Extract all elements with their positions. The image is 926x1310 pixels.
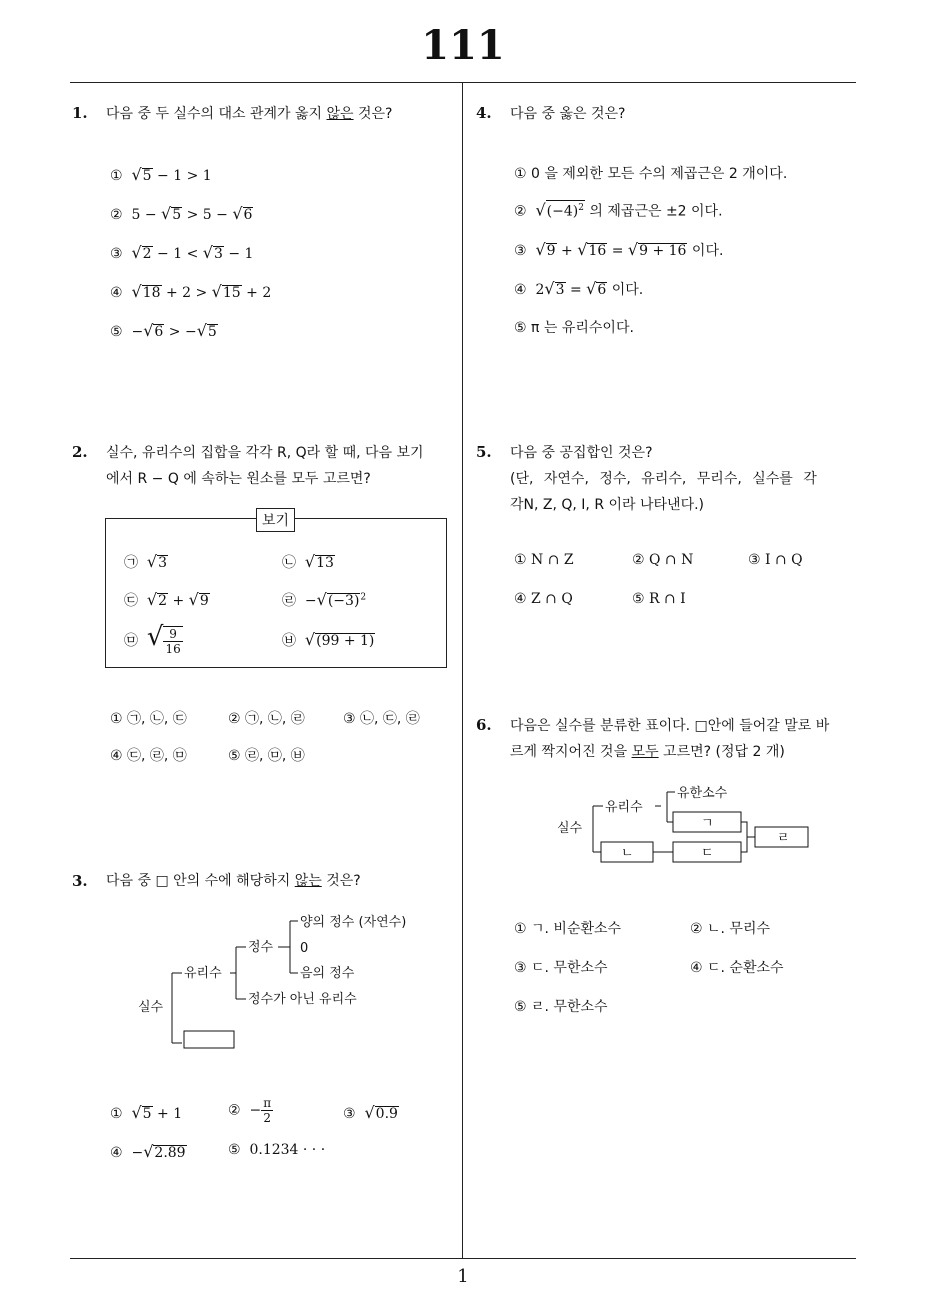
option-3[interactable]: ③ √0.9 bbox=[343, 1103, 398, 1122]
option-4[interactable]: ④ √18 + 2 > √15 + 2 bbox=[110, 282, 272, 301]
tree-rational: 유리수 bbox=[605, 800, 643, 815]
option-1[interactable]: ① √5 − 1 > 1 bbox=[110, 165, 212, 184]
option-4[interactable]: ④ Z ∩ Q bbox=[514, 591, 573, 607]
option-value: 0.1234 · · · bbox=[249, 1142, 326, 1158]
tree-positive: 양의 정수 (자연수) bbox=[300, 915, 407, 930]
question-text bbox=[106, 868, 361, 894]
option-4[interactable]: ④ −√2.89 bbox=[110, 1142, 186, 1161]
option-4[interactable]: ④ 2√3 = √6 이다. bbox=[514, 279, 644, 298]
header-rule bbox=[70, 82, 856, 83]
option-mark: ④ bbox=[110, 285, 123, 301]
option-mark: ③ bbox=[110, 246, 123, 262]
option-3[interactable]: ③ ㄷ. 무한소수 bbox=[514, 960, 608, 976]
option-mark: ⑤ bbox=[228, 1142, 241, 1158]
option-2[interactable]: ② ㄴ. 무리수 bbox=[690, 921, 770, 937]
option-mark: ② bbox=[228, 1102, 241, 1119]
option-mark: ① bbox=[110, 168, 123, 184]
question-line-1: 실수, 유리수의 집합을 각각 R, Q라 할 때, 다음 보기 bbox=[106, 445, 424, 461]
page-title: 111 bbox=[421, 22, 505, 69]
option-3[interactable]: ③ ㉡, ㉢, ㉣ bbox=[343, 711, 420, 727]
real-number-classification-tree bbox=[555, 780, 825, 870]
option-5[interactable]: ⑤ ㉣, ㉤, ㉥ bbox=[228, 748, 305, 764]
question-line-2 bbox=[510, 739, 785, 765]
option-text: 이다. bbox=[691, 243, 724, 259]
tree-real: 실수 bbox=[557, 821, 583, 836]
option-5[interactable] bbox=[228, 1142, 325, 1158]
question-line-2: (단, 자연수, 정수, 유리수, 무리수, 실수를 각 bbox=[510, 471, 817, 487]
underlined-word: 않은 bbox=[326, 106, 354, 122]
option-2[interactable]: ② $√(-4)^2$ 의 제곱근은 ±2 이다. bbox=[514, 200, 723, 220]
label-r: ㄹ bbox=[777, 831, 790, 846]
option-1[interactable]: ① 0 을 제외한 모든 수의 제곱근은 2 개이다. bbox=[514, 166, 788, 182]
footer-rule bbox=[70, 1258, 856, 1259]
question-number: 1. bbox=[72, 104, 88, 122]
text-part: 다음 중 □ 안의 수에 해당하지 bbox=[106, 873, 295, 889]
question-line-1: 다음은 실수를 분류한 표이다. □안에 들어갈 말로 바 bbox=[510, 718, 830, 734]
option-5[interactable]: ⑤ ㄹ. 무한소수 bbox=[514, 999, 608, 1015]
option-1[interactable]: ① N ∩ Z bbox=[514, 552, 574, 568]
option-text: 이다. bbox=[611, 282, 644, 298]
option-4[interactable]: ④ ㉢, ㉣, ㉤ bbox=[110, 748, 187, 764]
item-f: ㉥ √(99 + 1) bbox=[282, 630, 375, 649]
option-mark: ④ bbox=[514, 282, 527, 298]
option-3[interactable]: ③ √9 + √16 = √9 + 16 이다. bbox=[514, 240, 724, 259]
question-number: 3. bbox=[72, 872, 88, 890]
option-5[interactable]: ⑤ −√6 > −√5 bbox=[110, 321, 217, 340]
question-number: 5. bbox=[476, 443, 492, 461]
item-b: ㉡ √13 bbox=[282, 552, 334, 571]
option-mark: ⑤ bbox=[110, 324, 123, 340]
label-d: ㄷ bbox=[701, 846, 714, 861]
option-2[interactable]: ② 5 − √5 > 5 − √6 bbox=[110, 204, 253, 223]
item-mark: ㉡ bbox=[282, 555, 296, 571]
tree-integer: 정수 bbox=[248, 940, 274, 955]
item-mark: ㉢ bbox=[124, 593, 138, 609]
question-text bbox=[106, 101, 393, 127]
page-number: 1 bbox=[457, 1266, 469, 1287]
option-mark: ② bbox=[110, 207, 123, 223]
label-g: ㄱ bbox=[701, 816, 714, 831]
tree-finite: 유한소수 bbox=[677, 786, 728, 801]
question-line-1: 다음 중 공집합인 것은? bbox=[510, 445, 653, 461]
text-part: 르게 짝지어진 것을 bbox=[510, 744, 632, 760]
option-5[interactable]: ⑤ π 는 유리수이다. bbox=[514, 320, 634, 336]
option-mark: ③ bbox=[514, 243, 527, 259]
item-e: ㉤ √ $\frac{9}{16}$ bbox=[124, 622, 181, 656]
question-line-2: 에서 R − Q 에 속하는 원소를 모두 고르면? bbox=[106, 471, 371, 487]
option-text: 의 제곱근은 ±2 이다. bbox=[589, 203, 723, 220]
option-2[interactable]: ② − $\frac{\pi}{2}$ bbox=[228, 1096, 272, 1125]
column-divider bbox=[462, 82, 463, 1258]
option-4[interactable]: ④ ㄷ. 순환소수 bbox=[690, 960, 784, 976]
tree-rational: 유리수 bbox=[184, 966, 222, 981]
tree-negative: 음의 정수 bbox=[300, 966, 355, 981]
item-mark: ㉤ bbox=[124, 633, 138, 649]
question-text: 다음 중 옳은 것은? bbox=[510, 106, 626, 122]
item-d: ㉣ $-√(-3)^2$ bbox=[282, 590, 367, 609]
text-part: 것은? bbox=[353, 106, 393, 122]
tree-zero: 0 bbox=[300, 941, 309, 956]
option-5[interactable]: ⑤ R ∩ I bbox=[632, 591, 686, 607]
item-mark: ㉥ bbox=[282, 633, 296, 649]
question-number: 4. bbox=[476, 104, 492, 122]
tree-nonint: 정수가 아닌 유리수 bbox=[248, 992, 357, 1007]
underlined-word: 않는 bbox=[294, 873, 322, 889]
blank-box bbox=[184, 1031, 234, 1048]
option-3[interactable]: ③ √2 − 1 < √3 − 1 bbox=[110, 243, 254, 262]
item-a: ㉠ √3 bbox=[124, 552, 168, 571]
option-mark: ③ bbox=[343, 1106, 356, 1122]
label-n: ㄴ bbox=[621, 846, 634, 861]
option-1[interactable]: ① √5 + 1 bbox=[110, 1103, 183, 1122]
underlined-word: 모두 bbox=[631, 744, 659, 760]
text-part: 고르면? (정답 2 개) bbox=[658, 744, 785, 760]
question-line-3: 각N, Z, Q, I, R 이라 나타낸다.) bbox=[510, 497, 705, 513]
text-part: 것은? bbox=[321, 873, 361, 889]
item-c: ㉢ √2 + √9 bbox=[124, 590, 209, 609]
option-2[interactable]: ② ㉠, ㉡, ㉣ bbox=[228, 711, 305, 727]
question-number: 6. bbox=[476, 716, 492, 734]
option-mark: ① bbox=[110, 1106, 123, 1122]
option-mark: ② bbox=[514, 203, 527, 220]
option-3[interactable]: ③ I ∩ Q bbox=[748, 552, 803, 568]
tree-real: 실수 bbox=[138, 1000, 164, 1015]
example-box-label: 보기 bbox=[256, 508, 295, 532]
number-classification-tree bbox=[130, 905, 450, 1055]
option-1[interactable]: ① ㄱ. 비순환소수 bbox=[514, 921, 622, 937]
item-mark: ㉣ bbox=[282, 593, 296, 609]
question-number: 2. bbox=[72, 443, 88, 461]
option-mark: ④ bbox=[110, 1145, 123, 1161]
text-part: 다음 중 두 실수의 대소 관계가 옳지 bbox=[106, 106, 327, 122]
item-mark: ㉠ bbox=[124, 555, 138, 571]
option-2[interactable]: ② Q ∩ N bbox=[632, 552, 694, 568]
option-1[interactable]: ① ㉠, ㉡, ㉢ bbox=[110, 711, 187, 727]
